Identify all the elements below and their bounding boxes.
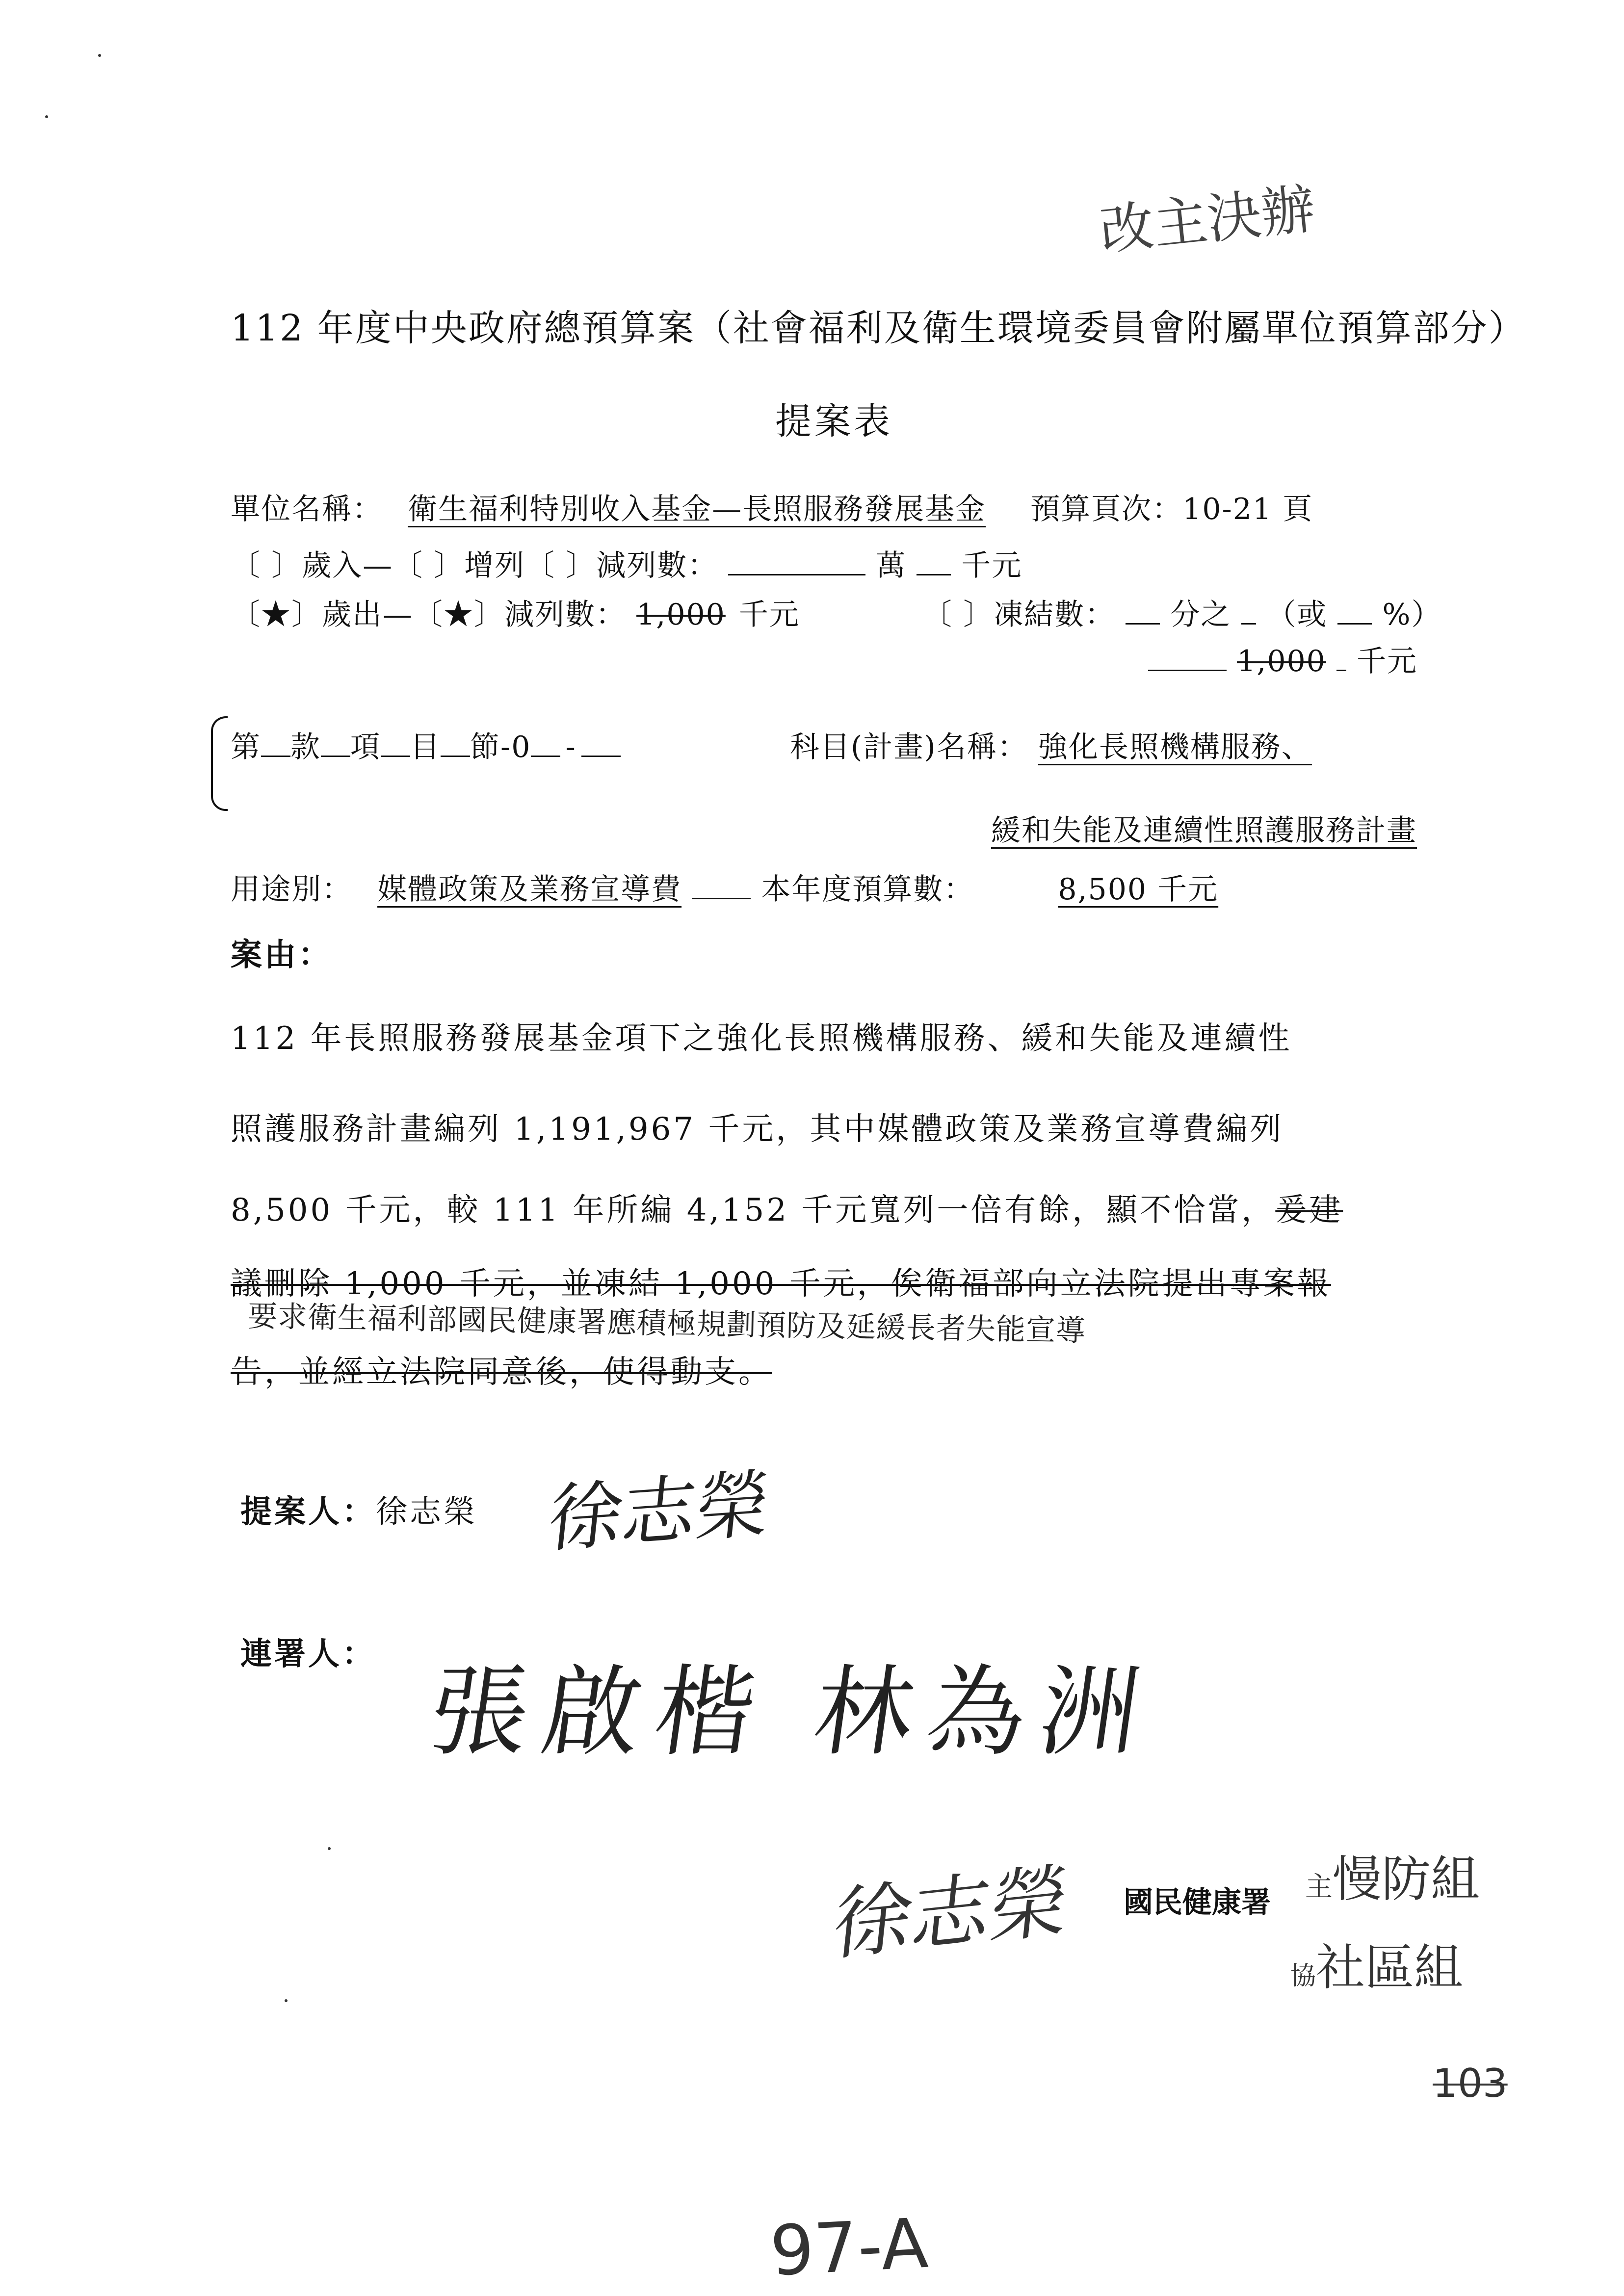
freeze-blank-2: [1241, 599, 1256, 625]
purpose-label: 用途別：: [231, 872, 352, 907]
page-title: 112 年度中央政府總預算案（社會福利及衛生環境委員會附屬單位預算部分）: [231, 307, 1526, 349]
reason-line-1: 112 年長照服務發展基金項下之強化長照機構服務、緩和失能及連續性: [231, 1020, 1292, 1057]
agency-name: 國民健康署: [1124, 1885, 1271, 1920]
blank-kuan: [261, 731, 290, 757]
page-subtitle: 提案表: [775, 400, 893, 443]
cosigner-signature: 張啟楷 林為洲: [422, 1655, 1162, 1770]
blank-end: [581, 731, 621, 757]
revenue-qian: 千元: [961, 548, 1022, 583]
freeze-amount-blank: [1148, 645, 1227, 671]
unit-label: 單位名稱：: [231, 492, 383, 526]
expenditure-row: [231, 591, 800, 633]
reason-strike-line-1: 議刪除 1,000 千元，並凍結 1,000 千元，俟衛福部向立法院提出專案報: [231, 1266, 1331, 1302]
proposer-name: 徐志榮: [376, 1494, 477, 1530]
proposer-row: [240, 1487, 477, 1532]
lead-unit: [1305, 1840, 1480, 1910]
blank-xiang: [321, 731, 350, 757]
section-jie: 節-0: [470, 730, 531, 764]
proposer-label: 提案人：: [240, 1493, 376, 1530]
freeze-amount-unit: 千元: [1357, 644, 1418, 678]
section-xiang: 項: [350, 730, 381, 764]
freeze-blank-3: [1337, 599, 1372, 625]
scan-speck: [45, 115, 48, 118]
reason-line-3: [231, 1185, 1343, 1230]
reason-strike-line-2: 告，並經立法院同意後，使得動支。: [231, 1354, 772, 1390]
reason-line-3-text: 8,500 千元，較 111 年所編 4,152 千元寬列一倍有餘，顯不恰當，: [231, 1192, 1276, 1228]
freeze-or: （或: [1266, 598, 1328, 632]
revenue-row: [231, 542, 1022, 584]
freeze-pct: %）: [1382, 598, 1442, 632]
subject-name-1: 強化長照機構服務、: [1038, 730, 1312, 764]
freeze-amount: 1,000: [1237, 644, 1326, 678]
purpose-value: 媒體政策及業務宣導費: [377, 872, 682, 907]
proposer-signature: 徐志榮: [544, 1461, 774, 1563]
budget-page: 預算頁次：10-21 頁: [1030, 492, 1313, 526]
budget-value: 8,500 千元: [1058, 872, 1219, 907]
expenditure-unit: 千元: [738, 598, 800, 632]
lead-unit-name: 慢防組: [1333, 1851, 1480, 1908]
subject-row: [790, 724, 1312, 766]
blank-jie: [441, 731, 470, 757]
freeze-row: [922, 591, 1442, 633]
revenue-wan: 萬: [876, 548, 907, 583]
assist-prefix: 協: [1290, 1961, 1316, 1991]
subject-label: 科目(計畫)名稱：: [790, 730, 1028, 764]
page-mark-struck: 103: [1433, 2061, 1508, 2106]
assist-unit-name: 社區組: [1316, 1939, 1464, 1996]
expenditure-text: 〔★〕歲出—〔★〕減列數：: [231, 598, 626, 632]
unit-name: 衛生福利特別收入基金—長照服務發展基金: [408, 492, 986, 526]
scan-speck: [285, 1999, 288, 2002]
page-mark: 97-A: [768, 2203, 930, 2292]
section-prefix: 第: [231, 730, 261, 764]
section-kuan: 款: [290, 730, 321, 764]
blank-mu: [381, 731, 410, 757]
freeze-label: 〔 〕凍結數：: [922, 598, 1116, 632]
freeze-amount-row: [1148, 638, 1417, 680]
freeze-blank-1: [1126, 599, 1160, 625]
handwritten-insert: 要求衛生福利部國民健康署應積極規劃預防及延緩長者失能宣導: [247, 1299, 1086, 1348]
purpose-blank: [692, 873, 751, 899]
freeze-fraction: 分之: [1170, 598, 1231, 632]
purpose-row: [231, 866, 1218, 908]
scan-speck: [328, 1847, 331, 1850]
reason-strike-tail: 爰建: [1275, 1192, 1343, 1228]
section-mu: 目: [410, 730, 441, 764]
reason-line-2: 照護服務計畫編列 1,191,967 千元，其中媒體政策及業務宣導費編列: [231, 1111, 1284, 1148]
lead-prefix: 主: [1305, 1871, 1333, 1903]
handwritten-annotation: 改主決辦: [1097, 177, 1318, 262]
section-dash: -: [565, 730, 576, 764]
blank-jie-2: [531, 731, 560, 757]
assist-unit: [1290, 1928, 1463, 1999]
budget-label: 本年度預算數：: [761, 872, 974, 907]
freeze-amount-blank-2: [1336, 645, 1346, 671]
section-bracket: [211, 716, 228, 811]
subject-name-2: 緩和失能及連續性照護服務計畫: [991, 813, 1417, 848]
scan-speck: [98, 54, 101, 57]
revenue-blank-qian: [917, 549, 951, 575]
lower-signature: 徐志榮: [829, 1853, 1074, 1972]
revenue-text: 〔 〕歲入—〔 〕增列〔 〕減列數：: [231, 548, 718, 583]
section-row: [231, 724, 621, 766]
reason-label: 案由：: [231, 937, 332, 973]
cosigner-label: 連署人：: [240, 1636, 376, 1672]
unit-row: [231, 486, 1313, 528]
expenditure-amount: 1,000: [636, 598, 726, 632]
revenue-blank-wan: [728, 549, 865, 575]
